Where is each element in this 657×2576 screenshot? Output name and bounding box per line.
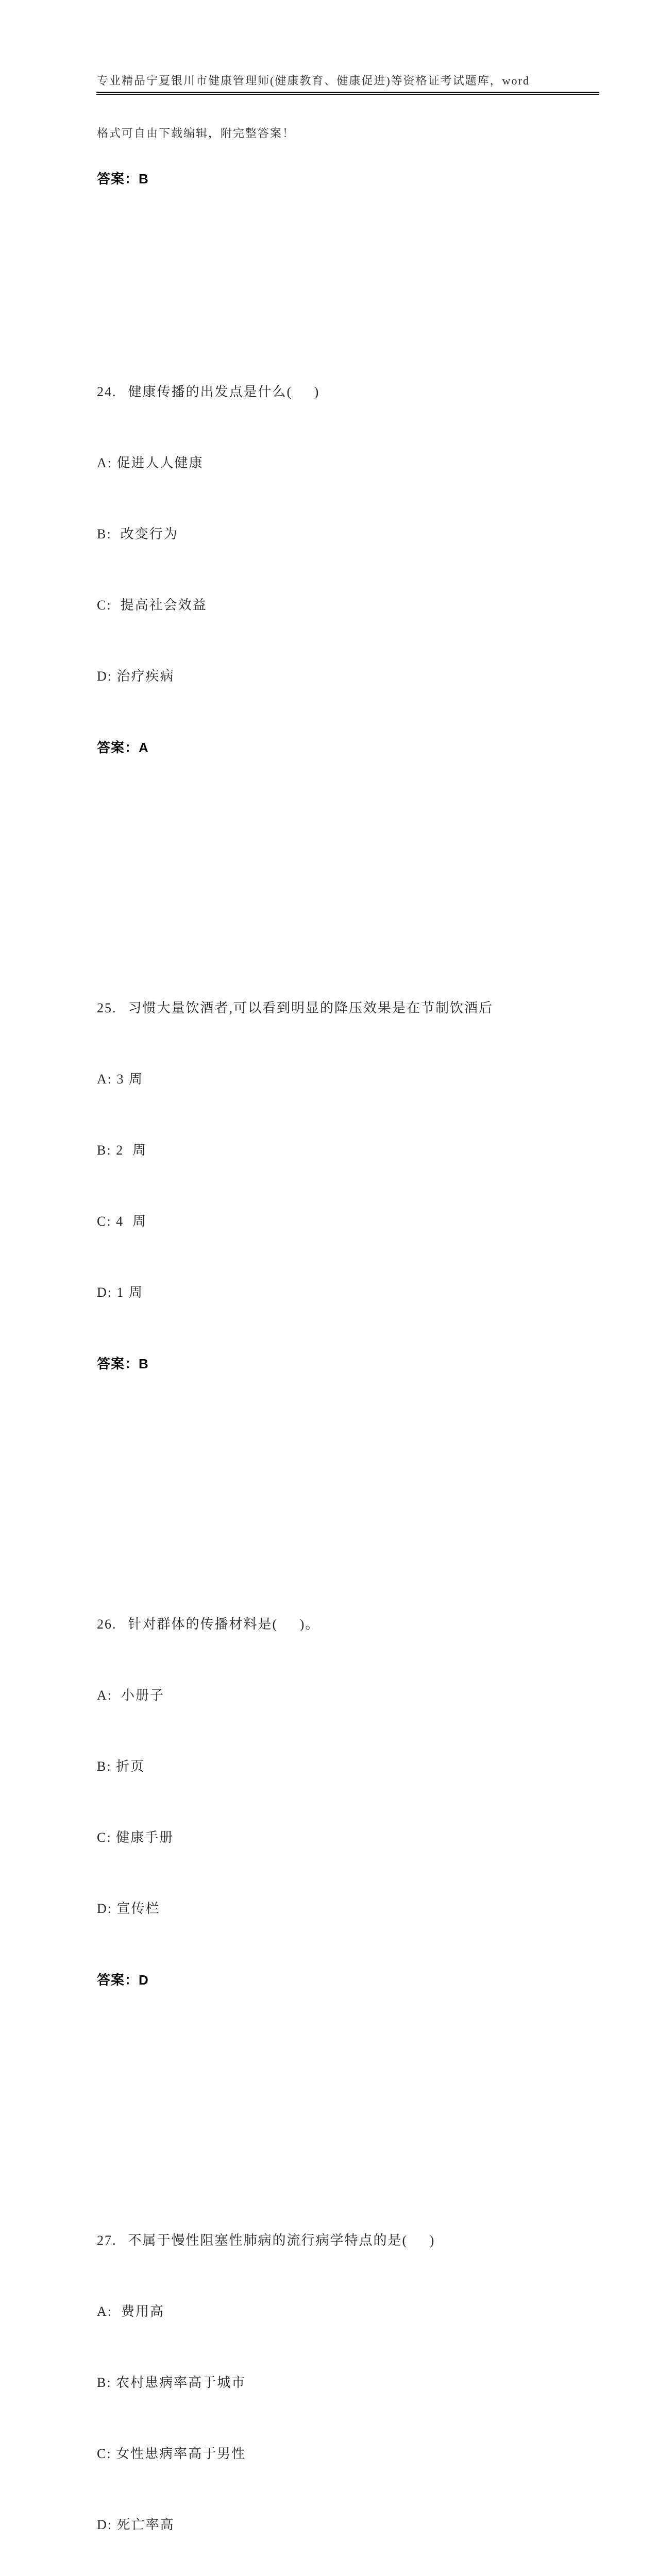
question-number: 27. <box>97 2233 117 2248</box>
blank-line <box>97 807 607 831</box>
blank-line <box>97 238 607 262</box>
option-line-a: A: 小册子 <box>97 1688 165 1703</box>
question-25 <box>97 949 607 1494</box>
option-line-a: A: 费用高 <box>97 2304 165 2319</box>
option-line-c: C: 提高社会效益 <box>97 598 207 613</box>
option-line-c: C: 女性患病率高于男性 <box>97 2446 246 2461</box>
question-27 <box>97 2181 607 2576</box>
blank-line <box>97 2039 607 2063</box>
option-line-b: B: 农村患病率高于城市 <box>97 2375 246 2390</box>
option-line-b: B: 2 周 <box>97 1143 147 1158</box>
question-number: 26. <box>97 1617 117 1632</box>
answer-line: 答案：B <box>97 1356 149 1371</box>
question-stem-line <box>97 996 607 1020</box>
question-stem-line <box>97 1613 607 1636</box>
header-line-1: 专业精品宁夏银川市健康管理师(健康教育、健康促进)等资格证考试题库，word <box>97 74 530 87</box>
option-line-a: A: 3 周 <box>97 1072 144 1087</box>
option-line-a: A: 促进人人健康 <box>97 455 204 470</box>
option-line-d: D: 宣传栏 <box>97 1901 160 1916</box>
question-stem: 不属于慢性阻塞性肺病的流行病学特点的是( ) <box>128 2233 435 2248</box>
question-stem-line <box>97 380 607 404</box>
question-stem: 习惯大量饮酒者,可以看到明显的降压效果是在节制饮酒后 <box>128 1001 494 1015</box>
answer-line-q23: 答案：B <box>97 171 149 187</box>
option-line-b: B: 折页 <box>97 1759 145 1774</box>
question-stem-line <box>97 2229 607 2252</box>
question-26 <box>97 1565 607 2110</box>
document-body <box>97 96 607 2576</box>
question-24 <box>97 333 607 878</box>
option-line-d: D: 1 周 <box>97 1285 144 1300</box>
option-line-c: C: 4 周 <box>97 1214 147 1229</box>
question-number: 25. <box>97 1001 117 1015</box>
option-line-d: D: 治疗疾病 <box>97 669 175 684</box>
option-line-b: B: 改变行为 <box>97 527 178 541</box>
blank-line <box>97 1423 607 1447</box>
option-line-c: C: 健康手册 <box>97 1830 174 1845</box>
header-divider <box>96 92 599 95</box>
question-number: 24. <box>97 384 117 399</box>
option-line-d: D: 死亡率高 <box>97 2517 175 2532</box>
answer-line: 答案：A <box>97 740 149 755</box>
question-stem: 针对群体的传播材料是( )。 <box>128 1617 320 1632</box>
answer-line: 答案：D <box>97 1972 149 1988</box>
header-line-2: 格式可自由下载编辑，附完整答案！ <box>97 127 295 140</box>
question-stem: 健康传播的出发点是什么( ) <box>128 384 320 399</box>
